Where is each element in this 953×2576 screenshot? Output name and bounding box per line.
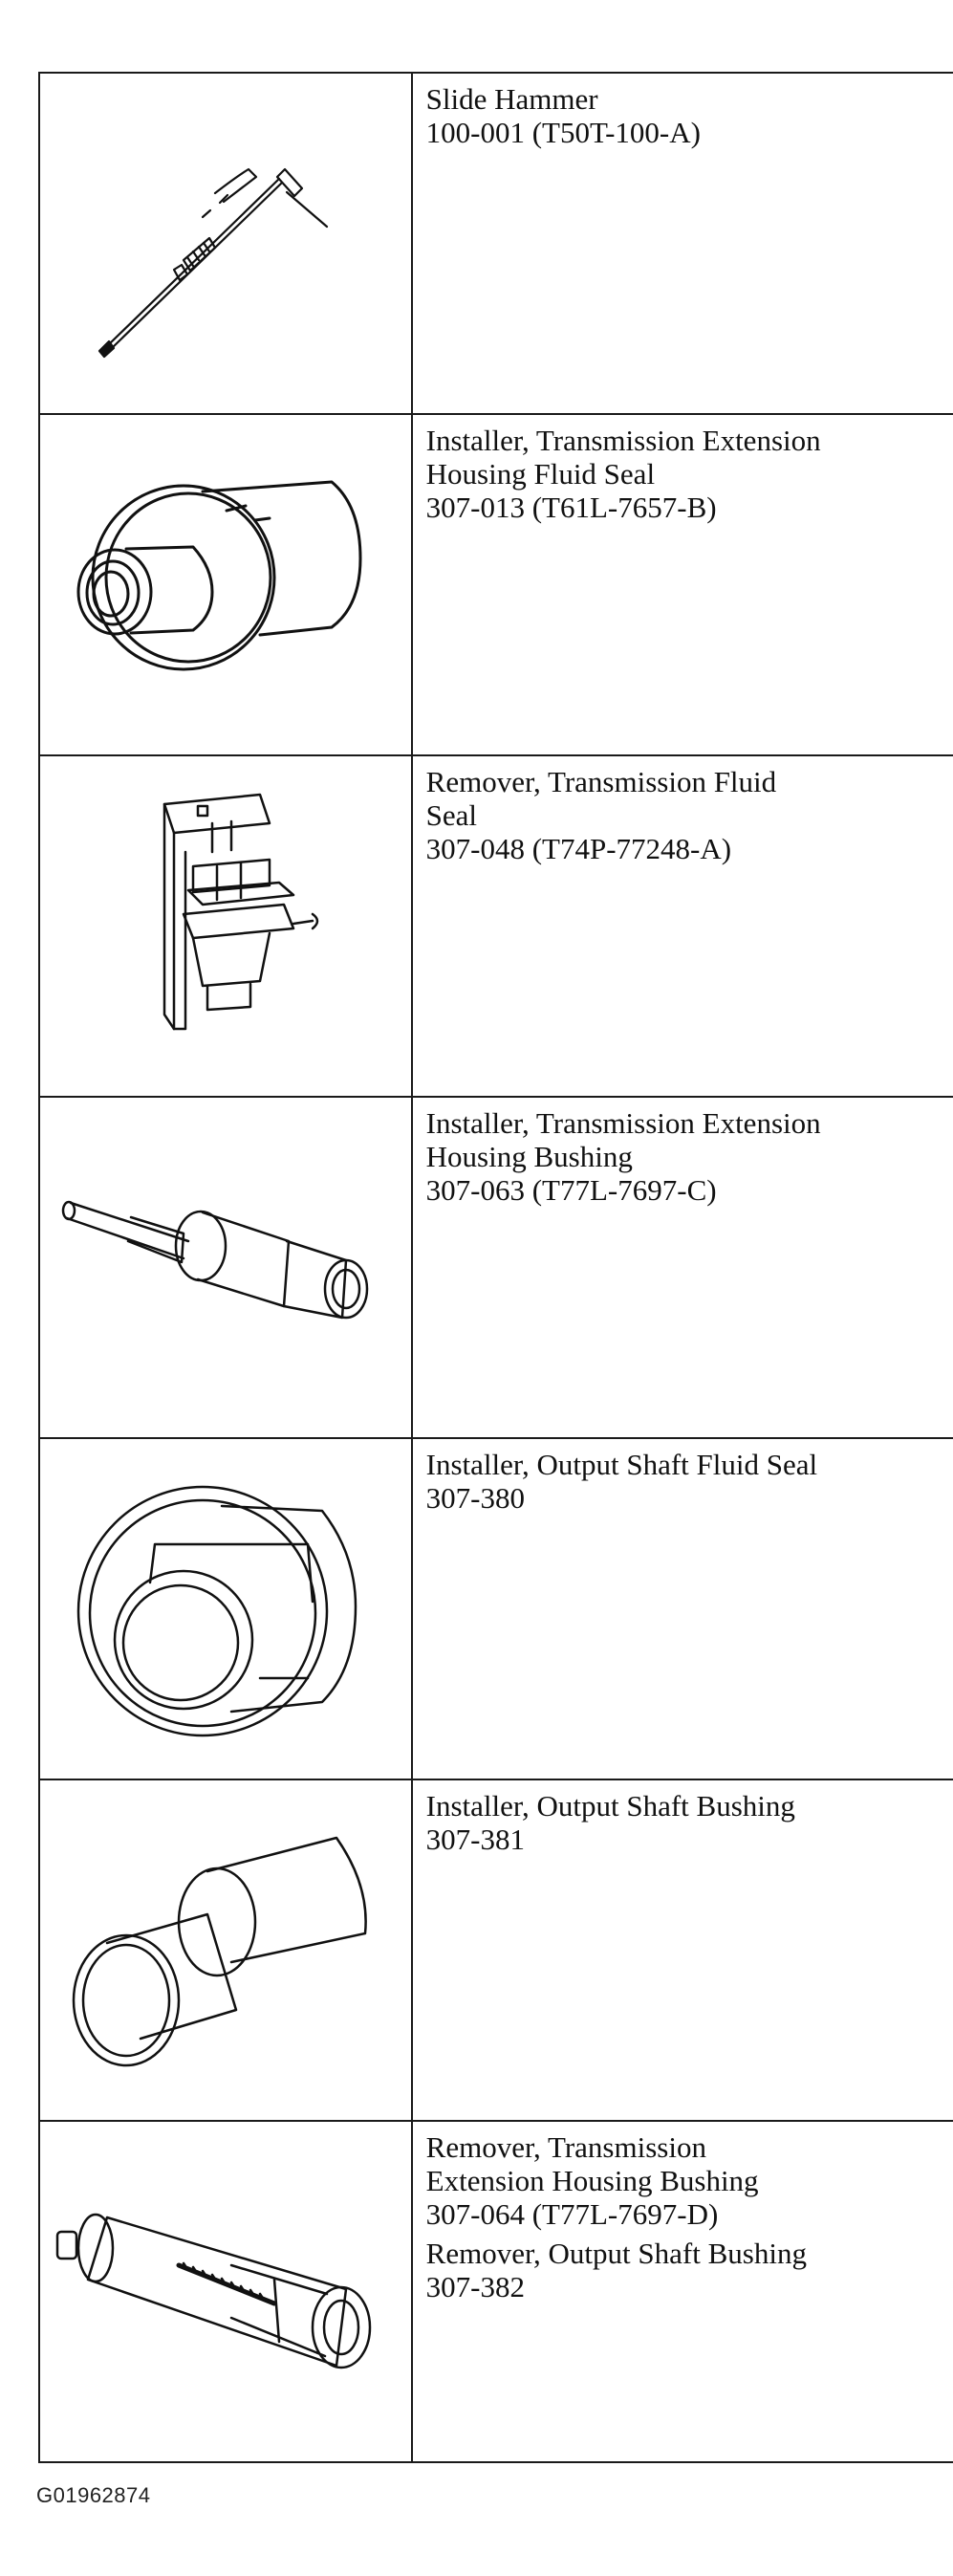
tool-desc-cell — [412, 1438, 953, 1779]
tool-number: 307-064 (T77L-7697-D) — [425, 2197, 719, 2231]
tool-image-cell — [39, 414, 412, 755]
tool-name: Installer, Output Shaft Fluid Seal — [425, 1448, 818, 1481]
tool-name: Installer, Transmission Extension — [425, 424, 821, 457]
tool-image-cell — [39, 1097, 412, 1438]
tool-row — [39, 1097, 953, 1438]
fluid-seal-remover-icon — [40, 756, 384, 1091]
tool-name: Extension Housing Bushing — [425, 2164, 759, 2197]
tool-image-cell — [39, 1779, 412, 2121]
output-shaft-seal-installer-icon — [40, 1439, 384, 1774]
tool-row — [39, 73, 953, 414]
figure-code: G01962874 — [36, 2483, 151, 2507]
tool-name: Housing Fluid Seal — [425, 457, 656, 491]
tool-desc-cell — [412, 2121, 953, 2462]
tool-name: Remover, Transmission — [425, 2130, 706, 2164]
tool-image-cell — [39, 1438, 412, 1779]
tool-desc-cell — [412, 1779, 953, 2121]
tool-row — [39, 1779, 953, 2121]
tool-name: Seal — [425, 798, 478, 832]
tool-desc-cell — [412, 414, 953, 755]
tool-number: 307-380 — [425, 1481, 525, 1515]
tool-number: 307-063 (T77L-7697-C) — [425, 1173, 717, 1207]
tool-name: Remover, Output Shaft Bushing — [425, 2237, 807, 2270]
tool-number: 307-013 (T61L-7657-B) — [425, 491, 717, 524]
tool-desc-cell — [412, 755, 953, 1097]
extension-housing-bushing-installer-icon — [40, 1098, 384, 1432]
tool-name: Installer, Output Shaft Bushing — [425, 1789, 795, 1823]
tool-number: 307-382 — [425, 2270, 525, 2303]
tool-image-cell — [39, 2121, 412, 2462]
tool-row — [39, 414, 953, 755]
tool-number: 307-048 (T74P-77248-A) — [425, 832, 732, 865]
tool-name: Housing Bushing — [425, 1140, 633, 1173]
tool-row — [39, 755, 953, 1097]
tool-number: 307-381 — [425, 1823, 525, 1856]
tool-row — [39, 1438, 953, 1779]
tool-row — [39, 2121, 953, 2462]
output-shaft-bushing-installer-icon — [40, 1780, 384, 2115]
special-tools-table — [38, 72, 953, 2463]
tool-desc-cell — [412, 1097, 953, 1438]
tool-name: Slide Hammer — [425, 82, 598, 116]
bushing-remover-icon — [40, 2122, 384, 2456]
tool-name: Remover, Transmission Fluid — [425, 765, 777, 798]
tool-image-cell — [39, 73, 412, 414]
slide-hammer-icon — [40, 74, 384, 408]
tool-name: Installer, Transmission Extension — [425, 1106, 821, 1140]
tool-image-cell — [39, 755, 412, 1097]
tool-desc-cell — [412, 73, 953, 414]
extension-housing-seal-installer-icon — [40, 415, 384, 750]
tool-number: 100-001 (T50T-100-A) — [425, 116, 701, 149]
